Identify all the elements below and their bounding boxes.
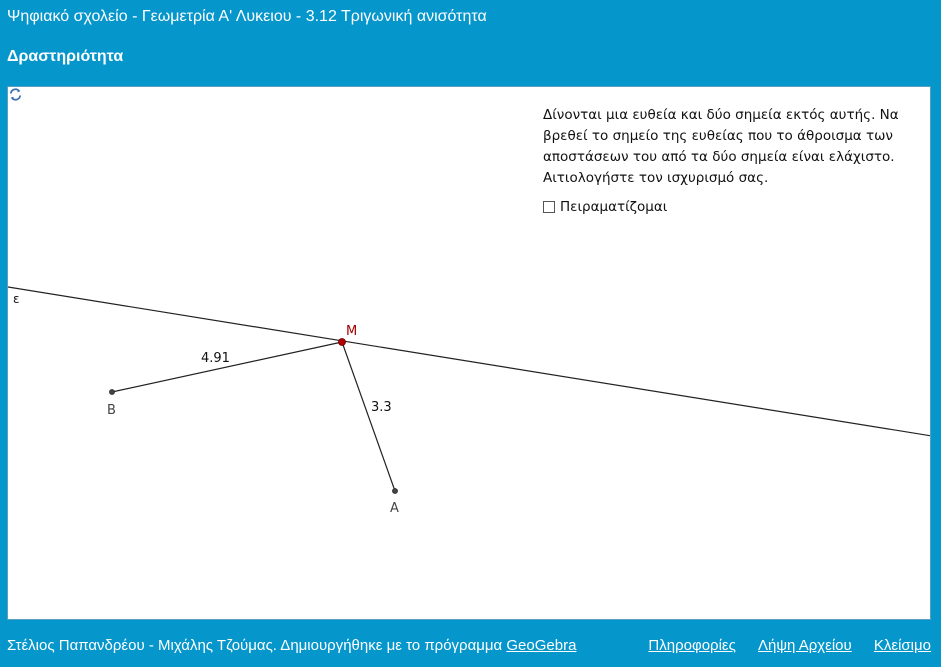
line-epsilon-label: ε xyxy=(13,292,20,306)
distance-mb-label: 4.91 xyxy=(201,351,230,366)
point-a[interactable] xyxy=(393,489,398,494)
window-title: Ψηφιακό σχολείο - Γεωμετρία Α' Λυκειου - 3.12 Τριγωνική ανισότητα xyxy=(7,8,487,25)
segment-mb xyxy=(112,342,342,392)
page-subtitle: Δραστηριότητα xyxy=(7,48,124,65)
point-m-label: M xyxy=(346,324,358,339)
geogebra-link[interactable]: GeoGebra xyxy=(506,637,577,654)
info-link[interactable]: Πληροφορίες xyxy=(648,637,736,654)
close-link[interactable]: Κλείσιμο xyxy=(873,637,931,654)
point-a-label: A xyxy=(390,501,399,516)
geogebra-canvas[interactable] xyxy=(7,86,931,620)
checkbox-label: Πειραματίζομαι xyxy=(560,199,668,215)
checkbox-box[interactable] xyxy=(543,201,555,213)
line-epsilon[interactable] xyxy=(8,287,931,436)
footer-links xyxy=(630,637,931,654)
footer xyxy=(7,637,931,654)
instructions-text: Δίνονται μια ευθεία και δύο σημεία εκτός αυτής. Να βρεθεί το σημείο της ευθείας που το άθροισμα των αποστάσεων του από τα δύο σημεία είναι ελάχιστο. Αιτιολογήστε τον ισχυρισμό σας. xyxy=(543,107,899,186)
point-b[interactable] xyxy=(110,390,115,395)
point-b-label: B xyxy=(107,403,116,418)
point-m[interactable] xyxy=(339,339,346,346)
download-link[interactable]: Λήψη Αρχείου xyxy=(758,637,852,654)
experiment-checkbox[interactable] xyxy=(543,199,667,215)
distance-ma-label: 3.3 xyxy=(371,400,392,415)
refresh-icon[interactable] xyxy=(8,87,23,102)
credits-text: Στέλιος Παπανδρέου - Μιχάλης Τζούμας. Δημιουργήθηκε με το πρόγραμμα xyxy=(7,637,503,654)
segment-ma xyxy=(342,342,395,491)
